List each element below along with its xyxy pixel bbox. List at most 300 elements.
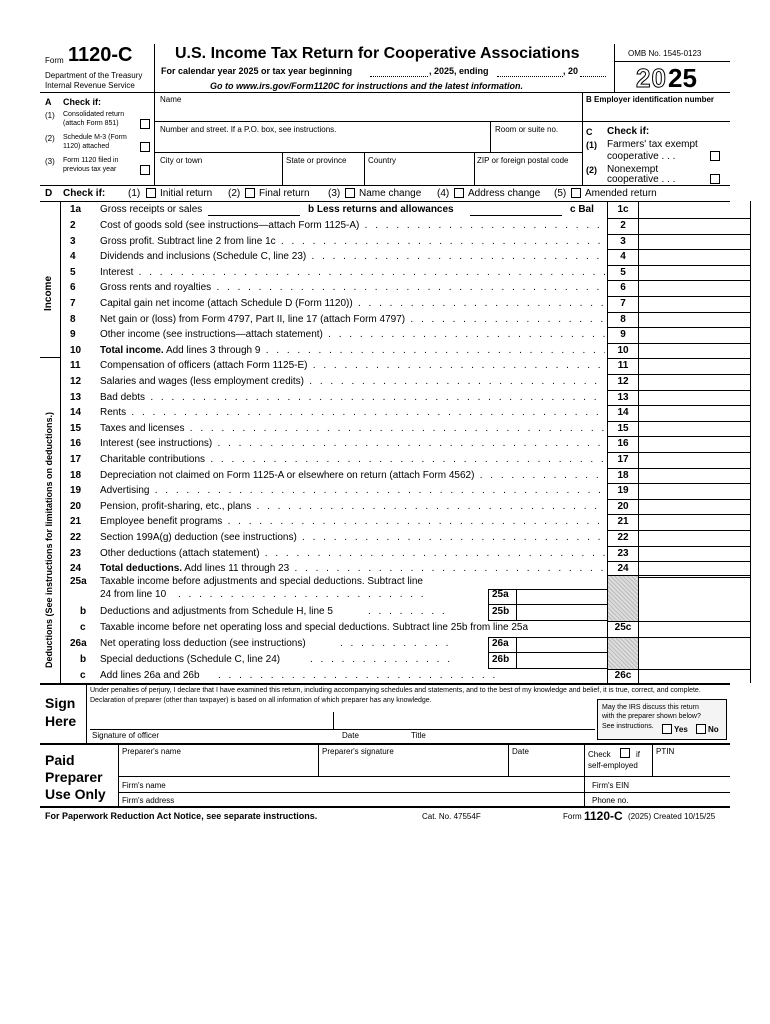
irs-label: Internal Revenue Service <box>45 81 135 90</box>
line-25b-amount[interactable] <box>518 605 606 620</box>
line-25c-row <box>0 621 770 637</box>
zip-input[interactable] <box>478 167 580 181</box>
line-10-rest-text: Add lines 3 through 9 <box>163 344 261 356</box>
line-12-row <box>0 375 770 391</box>
line-19-num: 19 <box>70 485 82 497</box>
line-2-separator <box>607 218 750 219</box>
line-14-description <box>100 407 605 418</box>
line-25c-text: Taxable income before net operating loss and special deductions. Subtract line 25b from line 25a <box>100 622 529 633</box>
ein-input[interactable] <box>588 105 726 119</box>
line-23-num: 23 <box>70 547 82 559</box>
line-4-separator <box>607 249 750 250</box>
line-15-ref: 15 <box>617 422 629 434</box>
ptin-label: PTIN <box>656 747 675 756</box>
line-22-separator <box>607 530 750 531</box>
line-7-row <box>0 297 770 313</box>
line-9-ref: 9 <box>620 329 626 341</box>
line-20-text: Pension, profit-sharing, etc., plans <box>100 500 252 512</box>
name-label: Name <box>160 95 182 104</box>
discuss-line-3: See instructions. <box>602 723 654 730</box>
line-6-num: 6 <box>70 282 76 294</box>
line-25b-num: b <box>80 606 87 617</box>
line-26b-amount[interactable] <box>518 653 606 668</box>
line-14-separator <box>607 405 750 406</box>
line-26c-amount[interactable] <box>640 669 750 684</box>
section-a-item-3-text1: Form 1120 filed in <box>63 157 119 164</box>
line-26a-row <box>0 637 770 653</box>
ein-label: B Employer identification number <box>586 95 715 104</box>
tax-year-end-year-input[interactable] <box>580 65 606 77</box>
section-a-title: Check if: <box>63 97 102 107</box>
line-23-separator <box>607 546 750 547</box>
self-employed-label: self-employed <box>588 761 638 770</box>
line-12-amount[interactable] <box>640 375 750 390</box>
line-7-amount[interactable] <box>640 297 750 312</box>
tax-year-begin-input[interactable] <box>370 65 428 77</box>
line-16-amount[interactable] <box>640 437 750 452</box>
line-19-amount[interactable] <box>640 484 750 499</box>
line-21-num: 21 <box>70 516 82 528</box>
sign-title-1: Sign <box>45 695 76 711</box>
line-15-amount[interactable] <box>640 422 750 437</box>
line-8-text: Net gain or (loss) from Form 4797, Part II, line 17 (attach Form 4797) <box>100 313 406 325</box>
line-4-ref: 4 <box>620 251 626 263</box>
preparer-date-input[interactable] <box>512 758 582 774</box>
line-25b-dots: . . . . . . . . <box>368 606 448 617</box>
sign-date-label: Date <box>342 731 359 740</box>
line-20-separator <box>607 499 750 500</box>
line-12-separator <box>607 374 750 375</box>
line-21-text: Employee benefit programs <box>100 516 223 528</box>
shaded-area-26 <box>608 637 638 669</box>
line-22-ref: 22 <box>617 532 629 543</box>
section-a-item-2-text2: 1120) attached <box>63 143 110 150</box>
line-4-num: 4 <box>70 251 76 263</box>
line-25c-amount[interactable] <box>640 621 750 636</box>
line-15-row <box>0 422 770 438</box>
department-treasury: Department of the Treasury <box>45 71 143 80</box>
preparer-signature-label: Preparer's signature <box>322 747 394 756</box>
line-1c-amount[interactable] <box>640 203 750 218</box>
line-24-description <box>100 563 605 574</box>
line-9-row <box>0 328 770 344</box>
if-label: if <box>636 750 640 759</box>
line-26b-num: b <box>80 654 87 665</box>
line-8-row <box>0 313 770 329</box>
street-label: Number and street. If a P.O. box, see instructions. <box>160 125 337 134</box>
line-1b-text: b Less returns and allowances <box>308 204 454 215</box>
line-10-num: 10 <box>70 344 82 356</box>
firm-ein-label: Firm's EIN <box>592 781 630 790</box>
line-1a-text: Gross receipts or sales <box>100 204 203 215</box>
line-13-row <box>0 391 770 407</box>
line-2-text: Cost of goods sold (see instructions—attach Form 1125-A) <box>100 220 360 231</box>
irs-discuss-box <box>597 699 727 740</box>
amended-return-checkbox[interactable] <box>571 188 581 198</box>
line-26a-ref: 26a <box>492 638 509 649</box>
line-20-description <box>100 501 605 512</box>
line-2-num: 2 <box>70 220 76 231</box>
line-22-num: 22 <box>70 532 82 543</box>
footer-form-word: Form <box>563 812 582 821</box>
consolidated-return-checkbox[interactable] <box>140 119 150 129</box>
line-19-ref: 19 <box>617 485 629 497</box>
check-label: Check <box>588 750 611 759</box>
section-d-title: Check if: <box>63 188 106 199</box>
preparer-name-label: Preparer's name <box>122 747 181 756</box>
perjury-declaration: Under penalties of perjury, I declare that I have examined this return, including accompanying schedules and statements, and to the best of my knowledge and belief, it is true, correct, and complete. Declaration of preparer (other than taxpayer) is based on all information of which preparer has any knowledge. <box>90 687 701 704</box>
line-8-num: 8 <box>70 313 76 325</box>
line-13-description <box>100 392 605 403</box>
discuss-yes-label: Yes <box>674 725 688 734</box>
preparer-name-input[interactable] <box>122 758 316 774</box>
section-d-label: D <box>45 188 53 199</box>
line-15-description <box>100 423 605 434</box>
line-16-ref: 16 <box>617 438 629 450</box>
line-25a-text1: Taxable income before adjustments and special deductions. Subtract line <box>100 576 423 587</box>
firm-address-label: Firm's address <box>122 796 175 805</box>
section-a-label: A <box>45 97 52 107</box>
line-24-ref: 24 <box>617 563 629 575</box>
line-4-amount[interactable] <box>640 250 750 265</box>
calendar-year-label: For calendar year 2025 or tax year beginning <box>161 66 353 76</box>
line-21-amount[interactable] <box>640 515 750 530</box>
cat-number: Cat. No. 47554F <box>422 812 481 821</box>
section-c-item-2-line1: Nonexempt <box>607 164 659 175</box>
line-17-text: Charitable contributions <box>100 454 206 465</box>
street-input[interactable] <box>160 136 488 150</box>
line-23-text: Other deductions (attach statement) <box>100 547 260 559</box>
self-employed-checkbox[interactable] <box>620 748 630 758</box>
year-ending-label: , 2025, ending <box>429 66 489 76</box>
line-6-text: Gross rents and royalties <box>100 282 212 294</box>
section-d-item-3-num: (3) <box>328 188 341 199</box>
amended-return-label: Amended return <box>585 188 657 199</box>
line-26c-text: Add lines 26a and 26b <box>100 670 200 681</box>
line-26c-ref: 26c <box>614 670 632 681</box>
sign-title-2: Here <box>45 713 77 729</box>
line-10-row <box>0 344 770 360</box>
line-4-row <box>0 250 770 266</box>
form-word: Form <box>45 56 64 65</box>
section-c-item-1-line2: cooperative . . . <box>607 151 676 162</box>
paid-title: Paid <box>45 752 75 768</box>
line-8-description <box>100 314 605 325</box>
section-d-item-2-num: (2) <box>228 188 241 199</box>
name-input[interactable] <box>160 105 580 119</box>
line-16-description <box>100 438 605 449</box>
farmers-cooperative-checkbox[interactable] <box>710 151 720 161</box>
line-19-row <box>0 484 770 500</box>
returns-allowances-input[interactable] <box>470 203 562 216</box>
ptin-input[interactable] <box>656 758 728 774</box>
line-18-text: Depreciation not claimed on Form 1125-A or elsewhere on return (attach Form 4562) <box>100 469 475 481</box>
line-21-row <box>0 515 770 531</box>
city-input[interactable] <box>160 167 280 181</box>
line-18-description <box>100 470 605 481</box>
firm-name-label: Firm's name <box>122 781 166 790</box>
line-10-separator <box>607 343 750 344</box>
line-7-text: Capital gain net income (attach Schedule D (Form 1120)) <box>100 298 353 309</box>
nonexempt-cooperative-checkbox[interactable] <box>710 174 720 184</box>
section-d-item-5-num: (5) <box>554 188 567 199</box>
preparer-date-label: Date <box>512 747 529 756</box>
tax-year-end-input[interactable] <box>497 65 563 77</box>
section-d-item-4-num: (4) <box>437 188 450 199</box>
line-23-row <box>0 547 770 563</box>
line-14-amount[interactable] <box>640 406 750 421</box>
phone-label: Phone no. <box>592 796 629 805</box>
line-5-amount[interactable] <box>640 266 750 281</box>
line-3-num: 3 <box>70 235 76 247</box>
discuss-yes-checkbox[interactable] <box>662 724 672 734</box>
income-section-label: Income <box>43 275 54 311</box>
line-22-description <box>100 532 605 543</box>
line-13-amount[interactable] <box>640 391 750 406</box>
line-19-separator <box>607 483 750 484</box>
line-25a-num: 25a <box>70 576 87 587</box>
line-12-ref: 12 <box>617 376 629 387</box>
line-3-ref: 3 <box>620 235 626 247</box>
line-11-separator <box>607 358 750 359</box>
line-10-amount[interactable] <box>640 344 750 359</box>
sign-title-label: Title <box>411 731 426 740</box>
line-7-description <box>100 298 605 309</box>
line-16-num: 16 <box>70 438 82 450</box>
section-a-item-2-num: (2) <box>45 134 55 143</box>
line-24-separator <box>607 561 750 562</box>
line-16-text: Interest (see instructions) <box>100 438 213 450</box>
preparer-signature-input[interactable] <box>322 758 506 774</box>
line-17-separator <box>607 452 750 453</box>
line-2-amount[interactable] <box>640 219 750 234</box>
line-24-num: 24 <box>70 563 82 575</box>
line-25c-num: c <box>80 622 86 633</box>
line-5-num: 5 <box>70 266 76 278</box>
line-13-text: Bad debts <box>100 391 146 403</box>
line-5-row <box>0 266 770 282</box>
state-input[interactable] <box>286 167 362 181</box>
section-a-item-1-num: (1) <box>45 111 55 120</box>
line-20-amount[interactable] <box>640 500 750 515</box>
line-25a-ref: 25a <box>492 589 509 600</box>
section-a-item-1-text1: Consolidated return <box>63 111 125 118</box>
line-19-description <box>100 485 605 496</box>
line-8-amount[interactable] <box>640 313 750 328</box>
gross-receipts-input[interactable] <box>208 203 300 216</box>
final-return-label: Final return <box>259 188 310 199</box>
line-9-num: 9 <box>70 329 76 341</box>
section-a-item-3-num: (3) <box>45 157 55 166</box>
line-17-row <box>0 453 770 469</box>
line-21-ref: 21 <box>617 516 629 528</box>
line-14-num: 14 <box>70 407 82 419</box>
line-16-separator <box>607 436 750 437</box>
line-9-separator <box>607 327 750 328</box>
phone-input[interactable] <box>640 793 728 806</box>
section-a-item-1-text2: (attach Form 851) <box>63 120 119 127</box>
line-15-num: 15 <box>70 422 82 434</box>
line-25a-dots: . . . . . . . . . . . . . . . . . . . . . . . . <box>178 589 427 600</box>
line-8-ref: 8 <box>620 313 626 325</box>
line-5-separator <box>607 265 750 266</box>
line-14-row <box>0 406 770 422</box>
line-20-row <box>0 500 770 516</box>
line-12-num: 12 <box>70 376 82 387</box>
line-26a-text: Net operating loss deduction (see instructions) <box>100 638 306 649</box>
line-18-row <box>0 469 770 485</box>
line-16-row <box>0 437 770 453</box>
line-26b-text: Special deductions (Schedule C, line 24) <box>100 654 281 665</box>
officer-date-input[interactable] <box>337 712 401 728</box>
line-11-amount[interactable] <box>640 359 750 374</box>
discuss-no-checkbox[interactable] <box>696 724 706 734</box>
line-3-text: Gross profit. Subtract line 2 from line 1c <box>100 235 276 247</box>
line-22-text: Section 199A(g) deduction (see instructions) <box>100 532 297 543</box>
line-6-row <box>0 281 770 297</box>
initial-return-checkbox[interactable] <box>146 188 156 198</box>
line-25b-ref: 25b <box>492 606 510 617</box>
signature-of-officer-label: Signature of officer <box>92 731 160 740</box>
line-7-separator <box>607 296 750 297</box>
city-label: City or town <box>160 156 203 165</box>
line-26a-dots: . . . . . . . . . . . <box>340 638 451 649</box>
use-only-title: Use Only <box>45 786 106 802</box>
state-label: State or province <box>286 156 347 165</box>
shaded-area-25 <box>608 575 638 621</box>
line-4-description <box>100 251 605 262</box>
section-c-item-2-line2: cooperative . . . <box>607 174 676 185</box>
line-18-amount[interactable] <box>640 469 750 484</box>
tax-year-bold: 25 <box>668 63 697 93</box>
officer-signature-input[interactable] <box>90 712 330 728</box>
section-c-title: Check if: <box>607 126 650 137</box>
discuss-line-2: with the preparer shown below? <box>602 713 701 720</box>
line-11-num: 11 <box>70 360 81 372</box>
line-12-text: Salaries and wages (less employment credits) <box>100 376 304 387</box>
line-12-description <box>100 376 605 387</box>
form-title: U.S. Income Tax Return for Cooperative Associations <box>175 45 580 62</box>
line-17-amount[interactable] <box>640 453 750 468</box>
room-label: Room or suite no. <box>495 125 559 134</box>
line-18-ref: 18 <box>617 469 629 481</box>
line-26b-ref: 26b <box>492 654 510 665</box>
firm-name-input[interactable] <box>162 778 580 791</box>
line-24-rest-text: Add lines 11 through 23 <box>182 563 290 575</box>
line-25c-ref: 25c <box>614 622 632 633</box>
footer-created: (2025) Created 10/15/25 <box>628 812 716 821</box>
line-2-row <box>0 219 770 235</box>
omb-number: OMB No. 1545-0123 <box>628 49 702 58</box>
line-11-ref: 11 <box>617 360 629 372</box>
line-2-description <box>100 220 605 231</box>
section-a-item-2-text1: Schedule M-3 (Form <box>63 134 127 141</box>
line-21-separator <box>607 514 750 515</box>
schedule-m3-checkbox[interactable] <box>140 142 150 152</box>
line-5-description <box>100 267 605 278</box>
line-6-description <box>100 282 605 293</box>
line-13-ref: 13 <box>617 391 629 403</box>
officer-title-input[interactable] <box>408 712 593 728</box>
firm-ein-input[interactable] <box>640 778 728 791</box>
country-input[interactable] <box>368 167 472 181</box>
line-17-ref: 17 <box>617 454 629 465</box>
line-17-description <box>100 454 605 465</box>
line-26b-row <box>0 653 770 669</box>
section-c-item-2-num: (2) <box>586 165 597 175</box>
line-15-text: Taxes and licenses <box>100 422 185 434</box>
line-26a-num: 26a <box>70 638 87 649</box>
line-10-description <box>100 345 605 356</box>
name-change-checkbox[interactable] <box>345 188 355 198</box>
address-change-label: Address change <box>468 188 541 199</box>
line-10-bold-text: Total income. <box>100 344 164 356</box>
room-input[interactable] <box>494 136 580 150</box>
firm-address-input[interactable] <box>172 793 580 806</box>
line-1c-ref: 1c <box>617 204 629 215</box>
name-change-label: Name change <box>359 188 422 199</box>
line-3-description <box>100 236 605 247</box>
line-19-text: Advertising <box>100 485 150 497</box>
line-6-separator <box>607 280 750 281</box>
line-22-amount[interactable] <box>640 531 750 546</box>
line-26c-num: c <box>80 670 86 681</box>
line-13-separator <box>607 390 750 391</box>
zip-label: ZIP or foreign postal code <box>477 156 569 165</box>
line-23-description <box>100 548 605 559</box>
line-21-description <box>100 516 605 527</box>
line-20-ref: 20 <box>617 500 629 512</box>
line-25a-row <box>0 575 770 603</box>
year-20-label: , 20 <box>563 66 579 76</box>
line-14-ref: 14 <box>617 407 629 419</box>
line-9-text: Other income (see instructions—attach statement) <box>100 329 323 341</box>
line-1a-num: 1a <box>70 204 82 215</box>
final-return-checkbox[interactable] <box>245 188 255 198</box>
line-5-text: Interest <box>100 266 134 278</box>
country-label: Country <box>368 156 397 165</box>
line-6-ref: 6 <box>620 282 626 294</box>
line-11-description <box>100 360 605 371</box>
form-1120-previous-checkbox[interactable] <box>140 165 150 175</box>
line-9-amount[interactable] <box>640 328 750 343</box>
tax-year-outline: 20 <box>636 63 667 93</box>
line-20-num: 20 <box>70 500 82 512</box>
line-22-row <box>0 531 770 547</box>
line-3-amount[interactable] <box>640 235 750 250</box>
line-26b-dots: . . . . . . . . . . . . . . <box>310 654 453 665</box>
line-6-amount[interactable] <box>640 281 750 296</box>
section-a-item-3-text2: previous tax year <box>63 166 117 173</box>
deductions-section-label: Deductions (See instructions for limitations on deductions.) <box>44 411 54 668</box>
goto-instructions: Go to www.irs.gov/Form1120C for instructions and the latest information. <box>210 81 524 91</box>
line-3-row <box>0 235 770 251</box>
preparer-title: Preparer <box>45 769 103 785</box>
line-13-num: 13 <box>70 391 82 403</box>
line-11-row <box>0 359 770 375</box>
section-c-item-1-num: (1) <box>586 140 597 150</box>
address-change-checkbox[interactable] <box>454 188 464 198</box>
line-8-separator <box>607 312 750 313</box>
line-2-ref: 2 <box>620 220 626 231</box>
line-3-separator <box>607 234 750 235</box>
line-23-amount[interactable] <box>640 547 750 562</box>
line-1-row <box>0 203 770 219</box>
line-26a-amount[interactable] <box>518 637 606 652</box>
line-4-text: Dividends and inclusions (Schedule C, line 23) <box>100 251 307 263</box>
section-d-item-1-num: (1) <box>128 188 141 199</box>
line-17-num: 17 <box>70 454 82 465</box>
